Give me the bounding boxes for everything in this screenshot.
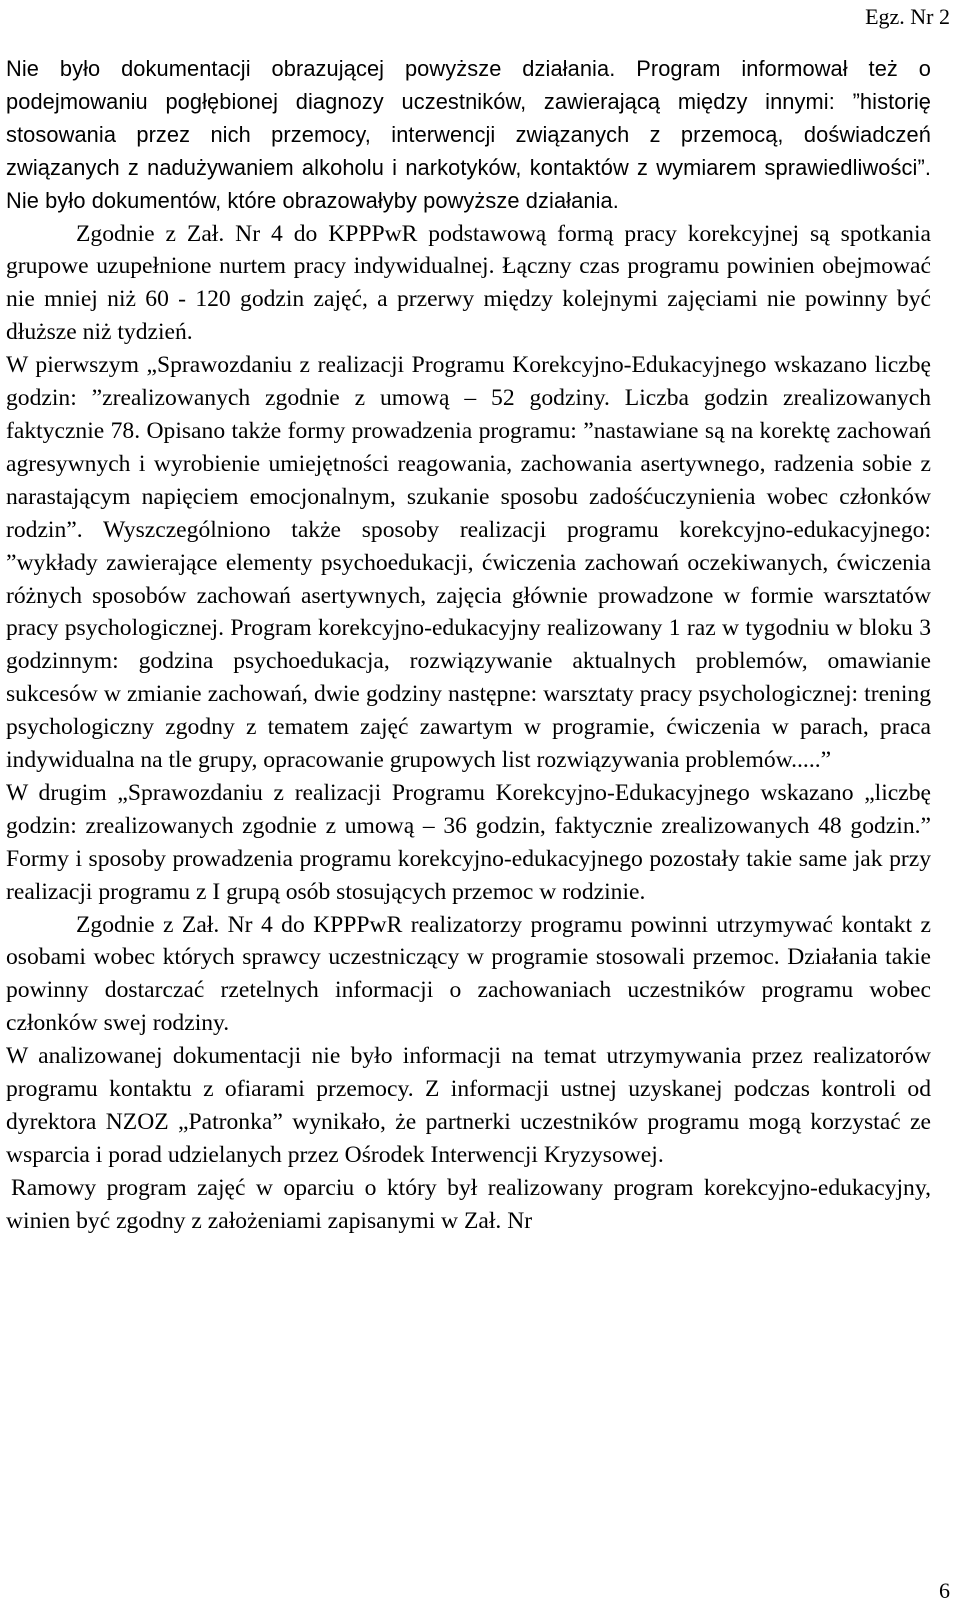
page-number: 6 [939,1578,950,1603]
paragraph-second-report: W drugim „Sprawozdaniu z realizacji Programu Korekcyjno-Edukacyjnego wskazano „liczbę godzin: zrealizowanych zgodnie z umową – 36 godzin, faktycznie zrealizowanych 48 godzin.” Formy i sposoby prowadzenia programu korekcyjno-edukacyjnego pozostały takie same jak przy realizacji programu z I grupą osób stosujących przemoc w rodzinie. [6,779,931,905]
paragraph-framework-program: Ramowy program zajęć w oparciu o który był realizowany program korekcyjno-edukacyjny, winien być zgodny z założeniami zapisanymi w Zał. Nr [6,1174,931,1234]
paragraph-analyzed-documentation: W analizowanej dokumentacji nie było informacji na temat utrzymywania przez realizatorów programu kontaktu z ofiarami przemocy. Z informacji ustnej uzyskanej podczas kontroli od dyrektora NZOZ „Patronka” wynikało, że partnerki uczestników programu mogą korzystać ze wsparcia i porad udzielanych przez Ośrodek Interwencji Kryzysowej. [6,1043,931,1168]
paragraph-first-report: W pierwszym „Sprawozdaniu z realizacji Programu Korekcyjno-Edukacyjnego wskazano liczbę godzin: ”zrealizowanych zgodnie z umową – 52 godziny. Liczba godzin zrealizowanych faktycznie 78. Opisano także formy prowadzenia programu: ”nastawiane są na korektę zachowań agresywnych i wyrobienie umiejętności reagowania, zachowania asertywnego, radzenia sobie z narastającym napięciem emocjonalnym, szukanie sposobu zadośćuczynienia wobec członków rodzin”. Wyszczególniono także sposoby realizacji programu korekcyjno-edukacyjnego: ”wykłady zawierające elementy psychoedukacji, ćwiczenia zachowań oczekiwanych, ćwiczenia różnych sposobów zachowań asertywnych, zajęcia głównie prowadzone w formie warsztatów pracy psychologicznej. Program korekcyjno-edukacyjny realizowany 1 raz w tygodniu w bloku 3 godzinnym: godzina psychoedukacja, rozwiązywanie aktualnych problemów, omawianie sukcesów w zmianie zachowań, dwie godziny następne: warsztaty pracy psychologicznej: trening psychologiczny zgodny z tematem zajęć zawartym w programie, ćwiczenia w parach, praca indywidualna na tle grupy, opracowanie grupowych list rozwiązywania problemów.....” [6,352,931,774]
paragraph-zal-nr-4-contact: Zgodnie z Zał. Nr 4 do KPPPwR realizatorzy programu powinni utrzymywać kontakt z osobami wobec których sprawcy uczestniczący w programie stosowali przemoc. Działania takie powinny dostarczać rzetelnych informacji o zachowaniach uczestników programu wobec członków swej rodziny. [6,911,931,1037]
paragraph-zal-nr-4-group-work: Zgodnie z Zał. Nr 4 do KPPPwR podstawową formą pracy korekcyjnej są spotkania grupowe uzupełnione nurtem pracy indywidualnej. Łączny czas programu powinien obejmować nie mniej niż 60 - 120 godzin zajęć, a przerwy między kolejnymi zajęciami nie powinny być dłuższe niż tydzień. [6,220,931,346]
paragraph-documentation-diagnosis: Nie było dokumentacji obrazującej powyższe działania. Program informował też o podejmowaniu pogłębionej diagnozy uczestników, zawierającą między innymi: ”historię stosowania przez nich przemocy, interwencji związanych z przemocą, doświadczeń związanych z nadużywaniem alkoholu i narkotyków, kontaktów z wymiarem sprawiedliwości”. Nie było dokumentów, które obrazowałyby powyższe działania. [6,56,931,213]
document-body [6,53,931,1238]
copy-number-label: Egz. Nr 2 [865,4,950,29]
